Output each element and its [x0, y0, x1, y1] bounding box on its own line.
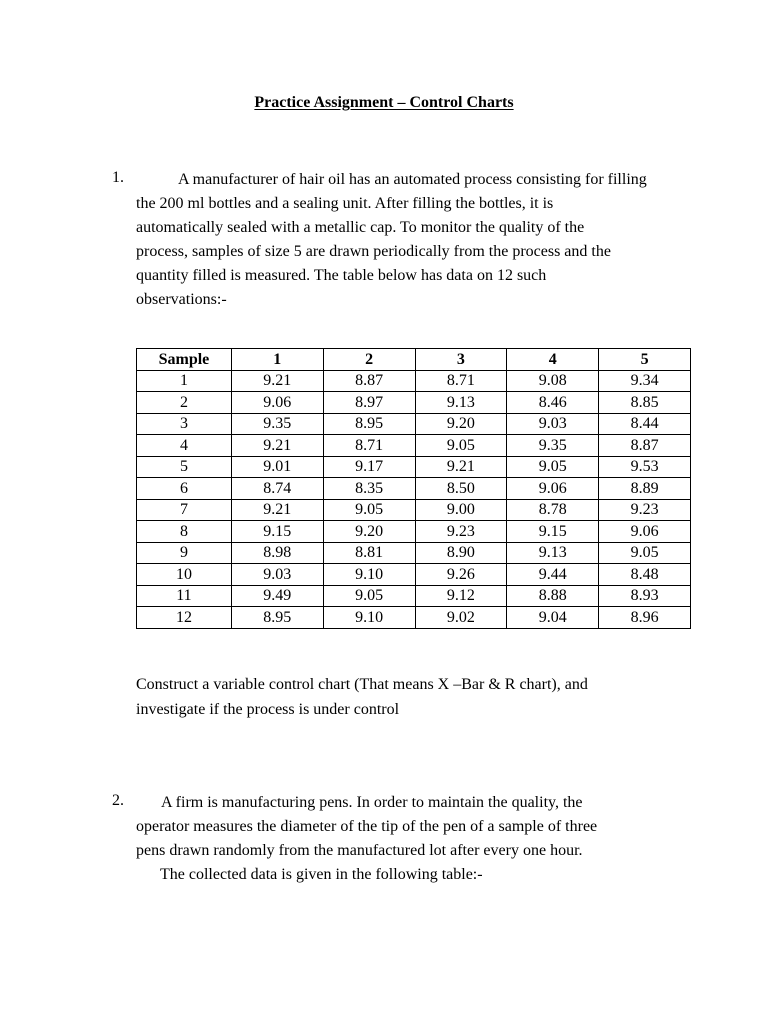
- measurement-cell: 9.35: [231, 413, 323, 435]
- measurement-cell: 9.00: [415, 499, 507, 521]
- table-header-cell: Sample: [137, 349, 232, 371]
- measurement-cell: 8.78: [507, 499, 599, 521]
- measurement-cell: 9.21: [231, 499, 323, 521]
- question-1-text: [136, 168, 696, 312]
- measurement-cell: 9.15: [507, 521, 599, 543]
- measurement-cell: 9.13: [415, 392, 507, 414]
- table-row: [137, 521, 691, 543]
- measurement-cell: 8.48: [599, 564, 691, 586]
- table-row: [137, 585, 691, 607]
- measurement-cell: 9.20: [323, 521, 415, 543]
- sample-number-cell: 9: [137, 542, 232, 564]
- measurement-cell: 9.05: [323, 585, 415, 607]
- measurement-cell: 9.06: [599, 521, 691, 543]
- table-row: [137, 542, 691, 564]
- measurement-cell: 9.10: [323, 564, 415, 586]
- question-1-line: observations:-: [136, 291, 227, 308]
- question-1-line: the 200 ml bottles and a sealing unit. After filling the bottles, it is: [136, 195, 554, 212]
- table-row: [137, 564, 691, 586]
- question-1-line: process, samples of size 5 are drawn periodically from the process and the: [136, 243, 611, 260]
- sample-number-cell: 8: [137, 521, 232, 543]
- measurement-cell: 8.71: [415, 370, 507, 392]
- measurement-cell: 8.88: [507, 585, 599, 607]
- measurement-cell: 9.05: [599, 542, 691, 564]
- measurement-cell: 8.71: [323, 435, 415, 457]
- measurement-cell: 9.05: [415, 435, 507, 457]
- instruction-line: Construct a variable control chart (That means X –Bar & R chart), and: [136, 676, 588, 693]
- table-row: [137, 392, 691, 414]
- sample-number-cell: 6: [137, 478, 232, 500]
- measurement-cell: 8.93: [599, 585, 691, 607]
- measurement-cell: 9.12: [415, 585, 507, 607]
- table-body: [137, 370, 691, 628]
- measurement-cell: 8.74: [231, 478, 323, 500]
- sample-data-table: [136, 348, 691, 629]
- measurement-cell: 9.26: [415, 564, 507, 586]
- table-row: [137, 456, 691, 478]
- measurement-cell: 8.87: [599, 435, 691, 457]
- sample-number-cell: 5: [137, 456, 232, 478]
- table-row: [137, 435, 691, 457]
- measurement-cell: 8.46: [507, 392, 599, 414]
- sample-number-cell: 4: [137, 435, 232, 457]
- table-row: [137, 478, 691, 500]
- measurement-cell: 9.03: [231, 564, 323, 586]
- measurement-cell: 9.06: [231, 392, 323, 414]
- measurement-cell: 8.81: [323, 542, 415, 564]
- measurement-cell: 9.15: [231, 521, 323, 543]
- measurement-cell: 8.50: [415, 478, 507, 500]
- sample-number-cell: 1: [137, 370, 232, 392]
- table-row: [137, 413, 691, 435]
- question-2-line: The collected data is given in the following table:-: [160, 866, 483, 883]
- measurement-cell: 9.06: [507, 478, 599, 500]
- question-2-line: operator measures the diameter of the tip of the pen of a sample of three: [136, 818, 598, 835]
- measurement-cell: 9.05: [507, 456, 599, 478]
- measurement-cell: 8.96: [599, 607, 691, 629]
- measurement-cell: 9.13: [507, 542, 599, 564]
- question-1-line: A manufacturer of hair oil has an automated process consisting for filling: [178, 171, 647, 188]
- question-1-line: automatically sealed with a metallic cap. To monitor the quality of the: [136, 219, 585, 236]
- measurement-cell: 8.97: [323, 392, 415, 414]
- measurement-cell: 9.44: [507, 564, 599, 586]
- measurement-cell: 9.23: [415, 521, 507, 543]
- table-row: [137, 370, 691, 392]
- measurement-cell: 9.05: [323, 499, 415, 521]
- page-title: Practice Assignment – Control Charts: [254, 94, 514, 111]
- measurement-cell: 8.90: [415, 542, 507, 564]
- sample-number-cell: 7: [137, 499, 232, 521]
- measurement-cell: 8.87: [323, 370, 415, 392]
- measurement-cell: 9.20: [415, 413, 507, 435]
- measurement-cell: 9.10: [323, 607, 415, 629]
- sample-number-cell: 3: [137, 413, 232, 435]
- table-header-cell: 1: [231, 349, 323, 371]
- measurement-cell: 9.03: [507, 413, 599, 435]
- question-2-line: pens drawn randomly from the manufactured lot after every one hour.: [136, 842, 583, 859]
- measurement-cell: 9.21: [415, 456, 507, 478]
- measurement-cell: 9.23: [599, 499, 691, 521]
- question-2-line: A firm is manufacturing pens. In order to maintain the quality, the: [161, 794, 583, 811]
- measurement-cell: 9.49: [231, 585, 323, 607]
- sample-number-cell: 10: [137, 564, 232, 586]
- measurement-cell: 9.17: [323, 456, 415, 478]
- sample-number-cell: 11: [137, 585, 232, 607]
- measurement-cell: 9.53: [599, 456, 691, 478]
- measurement-cell: 8.89: [599, 478, 691, 500]
- measurement-cell: 9.04: [507, 607, 599, 629]
- measurement-cell: 8.95: [323, 413, 415, 435]
- table-header-cell: 4: [507, 349, 599, 371]
- table-row: [137, 607, 691, 629]
- measurement-cell: 9.34: [599, 370, 691, 392]
- question-1-instruction: [136, 672, 696, 722]
- measurement-cell: 8.85: [599, 392, 691, 414]
- table-header-row: [137, 349, 691, 371]
- question-1-number: 1.: [112, 169, 124, 186]
- measurement-cell: 8.95: [231, 607, 323, 629]
- measurement-cell: 8.35: [323, 478, 415, 500]
- table-header-cell: 3: [415, 349, 507, 371]
- table-row: [137, 499, 691, 521]
- table-header-cell: 5: [599, 349, 691, 371]
- question-2-number: 2.: [112, 792, 124, 809]
- measurement-cell: 9.08: [507, 370, 599, 392]
- instruction-line: investigate if the process is under control: [136, 701, 400, 718]
- measurement-cell: 9.01: [231, 456, 323, 478]
- question-2-text: [136, 791, 716, 887]
- measurement-cell: 9.02: [415, 607, 507, 629]
- measurement-cell: 9.35: [507, 435, 599, 457]
- table-header-cell: 2: [323, 349, 415, 371]
- question-1-line: quantity filled is measured. The table below has data on 12 such: [136, 267, 547, 284]
- sample-number-cell: 2: [137, 392, 232, 414]
- measurement-cell: 8.44: [599, 413, 691, 435]
- sample-number-cell: 12: [137, 607, 232, 629]
- measurement-cell: 9.21: [231, 435, 323, 457]
- measurement-cell: 8.98: [231, 542, 323, 564]
- measurement-cell: 9.21: [231, 370, 323, 392]
